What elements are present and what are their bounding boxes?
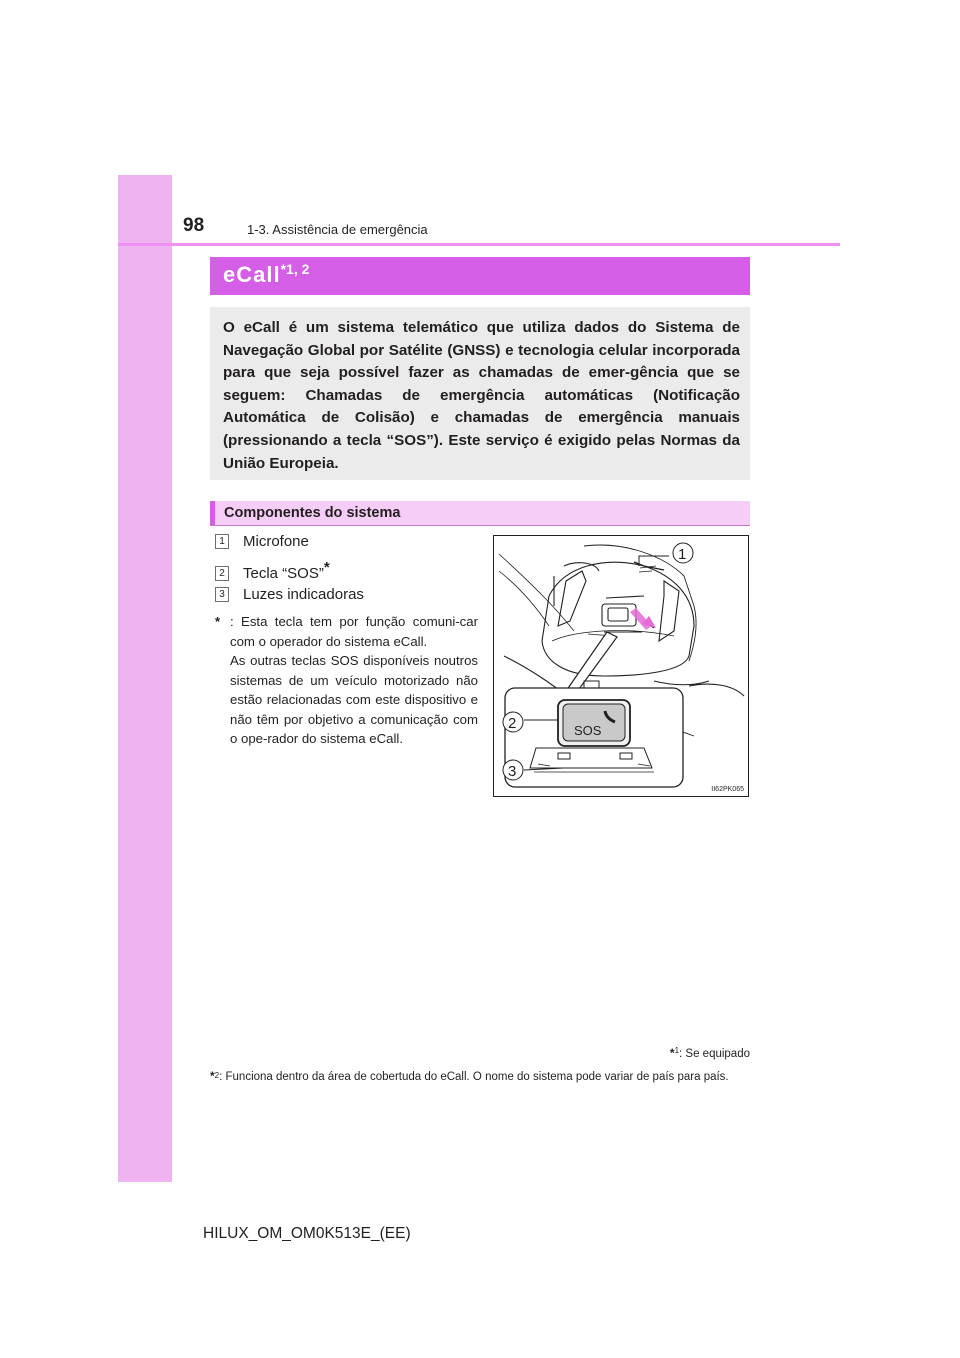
figure-code: II62PK065 [711,786,744,793]
intro-box [210,307,750,480]
footnote-2: *$^2$: Funciona dentro da área de cobertuda do eCall. O nome do sistema pode variar de país para país. [210,1069,729,1083]
sos-button-label: SOS [574,723,602,738]
svg-text:1: 1 [678,546,687,563]
sos-note [215,612,478,749]
title-footnote-mark: *1, 2 [280,261,310,277]
footer-doc-code: HILUX_OM_OM0K513E_(EE) [203,1225,411,1242]
overhead-console-illustration [494,536,748,796]
list-item: 1 Microfone [215,533,309,550]
callout-1 [673,543,693,563]
page-title: eCall$^{*1, 2}$ [223,261,310,287]
note-text: : Esta tecla tem por função comuni-car com o operador do sistema eCall. As outras teclas SOS disponíveis noutros sistemas de um veículo motorizado não estão relacionadas com este dispositivo e não têm por objetivo a comunicação com o ope-rador do sistema eCall. [230,614,478,746]
intro-text: O eCall é um sistema telemático que utiliza dados do Sistema de Navegação Global por Satélite (GNSS) e tecnologia celular incorporada para que seja possível fazer as chamadas de emer-gência que se seguem: Chamadas de emergência automáticas (Notificação Automática de Colisão) e chamadas de emergência manuais (pressionando a tecla “SOS”). Este serviço é exigido pelas Normas da União Europeia. [223,319,740,472]
overhead-console-figure [493,535,749,797]
number-badge: 2 [215,566,229,581]
svg-text:2: 2 [508,715,517,732]
section-title: 1-3. Assistência de emergência [247,222,428,237]
asterisk-mark: * [323,559,330,576]
page-number: 98 [183,215,205,236]
sidebar-tab [118,175,172,1182]
callout-3 [503,760,523,780]
list-item: 2 Tecla “SOS”* [215,559,330,582]
svg-text:3: 3 [508,763,517,780]
footnote-1: *$^1$: Se equipado [669,1046,750,1060]
list-item: 3 Luzes indicadoras [215,586,364,603]
number-badge: 1 [215,534,229,549]
callout-2 [503,712,523,732]
subheading-accent [210,501,215,525]
note-asterisk: * [215,614,221,629]
number-badge: 3 [215,587,229,602]
title-bar [210,257,750,295]
header-divider [118,243,840,246]
subheading-bar [210,501,750,526]
subheading-text: Componentes do sistema [224,505,401,521]
